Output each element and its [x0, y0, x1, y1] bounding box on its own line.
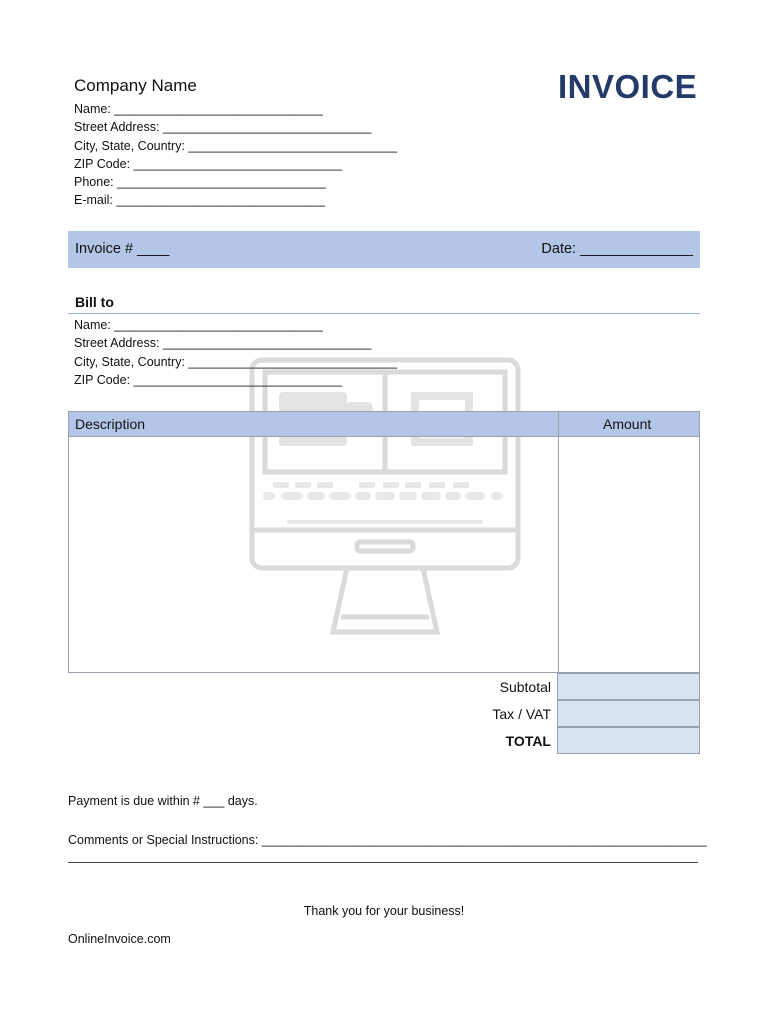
tax-label: Tax / VAT [492, 706, 551, 722]
comments-line: Comments or Special Instructions: ________________________________________________________________ [68, 833, 707, 847]
description-header: Description [75, 416, 146, 432]
bill-to-details [74, 316, 397, 389]
bill-to-heading: Bill to [75, 294, 114, 310]
line-items-table [68, 411, 700, 673]
total-label: TOTAL [505, 733, 551, 749]
bill-to-name-line: Name: ______________________________ [74, 318, 323, 332]
bill-to-divider [68, 313, 700, 314]
bill-to-city-line: City, State, Country: ______________________________ [74, 354, 397, 369]
invoice-date-field[interactable]: Date: ______________ [541, 241, 693, 257]
thank-you-note: Thank you for your business! [303, 904, 465, 918]
sender-name-line: Name: ______________________________ [74, 102, 323, 116]
total-value-cell[interactable] [557, 727, 700, 754]
company-name: Company Name [74, 76, 197, 95]
comments-extra-line [68, 862, 698, 863]
table-header [69, 412, 699, 437]
column-divider [558, 412, 559, 672]
sender-city-line: City, State, Country: ______________________________ [74, 138, 397, 153]
sender-street-line: Street Address: ______________________________ [74, 120, 372, 135]
bill-to-zip-line: ZIP Code: ______________________________ [74, 372, 343, 387]
invoice-info-band [68, 231, 700, 268]
payment-terms: Payment is due within # ___ days. [68, 794, 258, 808]
sender-phone-line: Phone: ______________________________ [74, 175, 326, 190]
bill-to-street-line: Street Address: ______________________________ [74, 336, 372, 351]
subtotal-value-cell[interactable] [557, 673, 700, 700]
sender-email-line: E-mail: ______________________________ [74, 193, 325, 208]
sender-zip-line: ZIP Code: ______________________________ [74, 156, 343, 171]
invoice-number-field[interactable]: Invoice # ____ [75, 241, 170, 257]
amount-header: Amount [603, 416, 652, 432]
tax-value-cell[interactable] [557, 700, 700, 727]
subtotal-label: Subtotal [499, 679, 551, 695]
website-link[interactable]: OnlineInvoice.com [68, 932, 171, 946]
sender-details [74, 100, 397, 210]
invoice-title: INVOICE [558, 68, 698, 105]
